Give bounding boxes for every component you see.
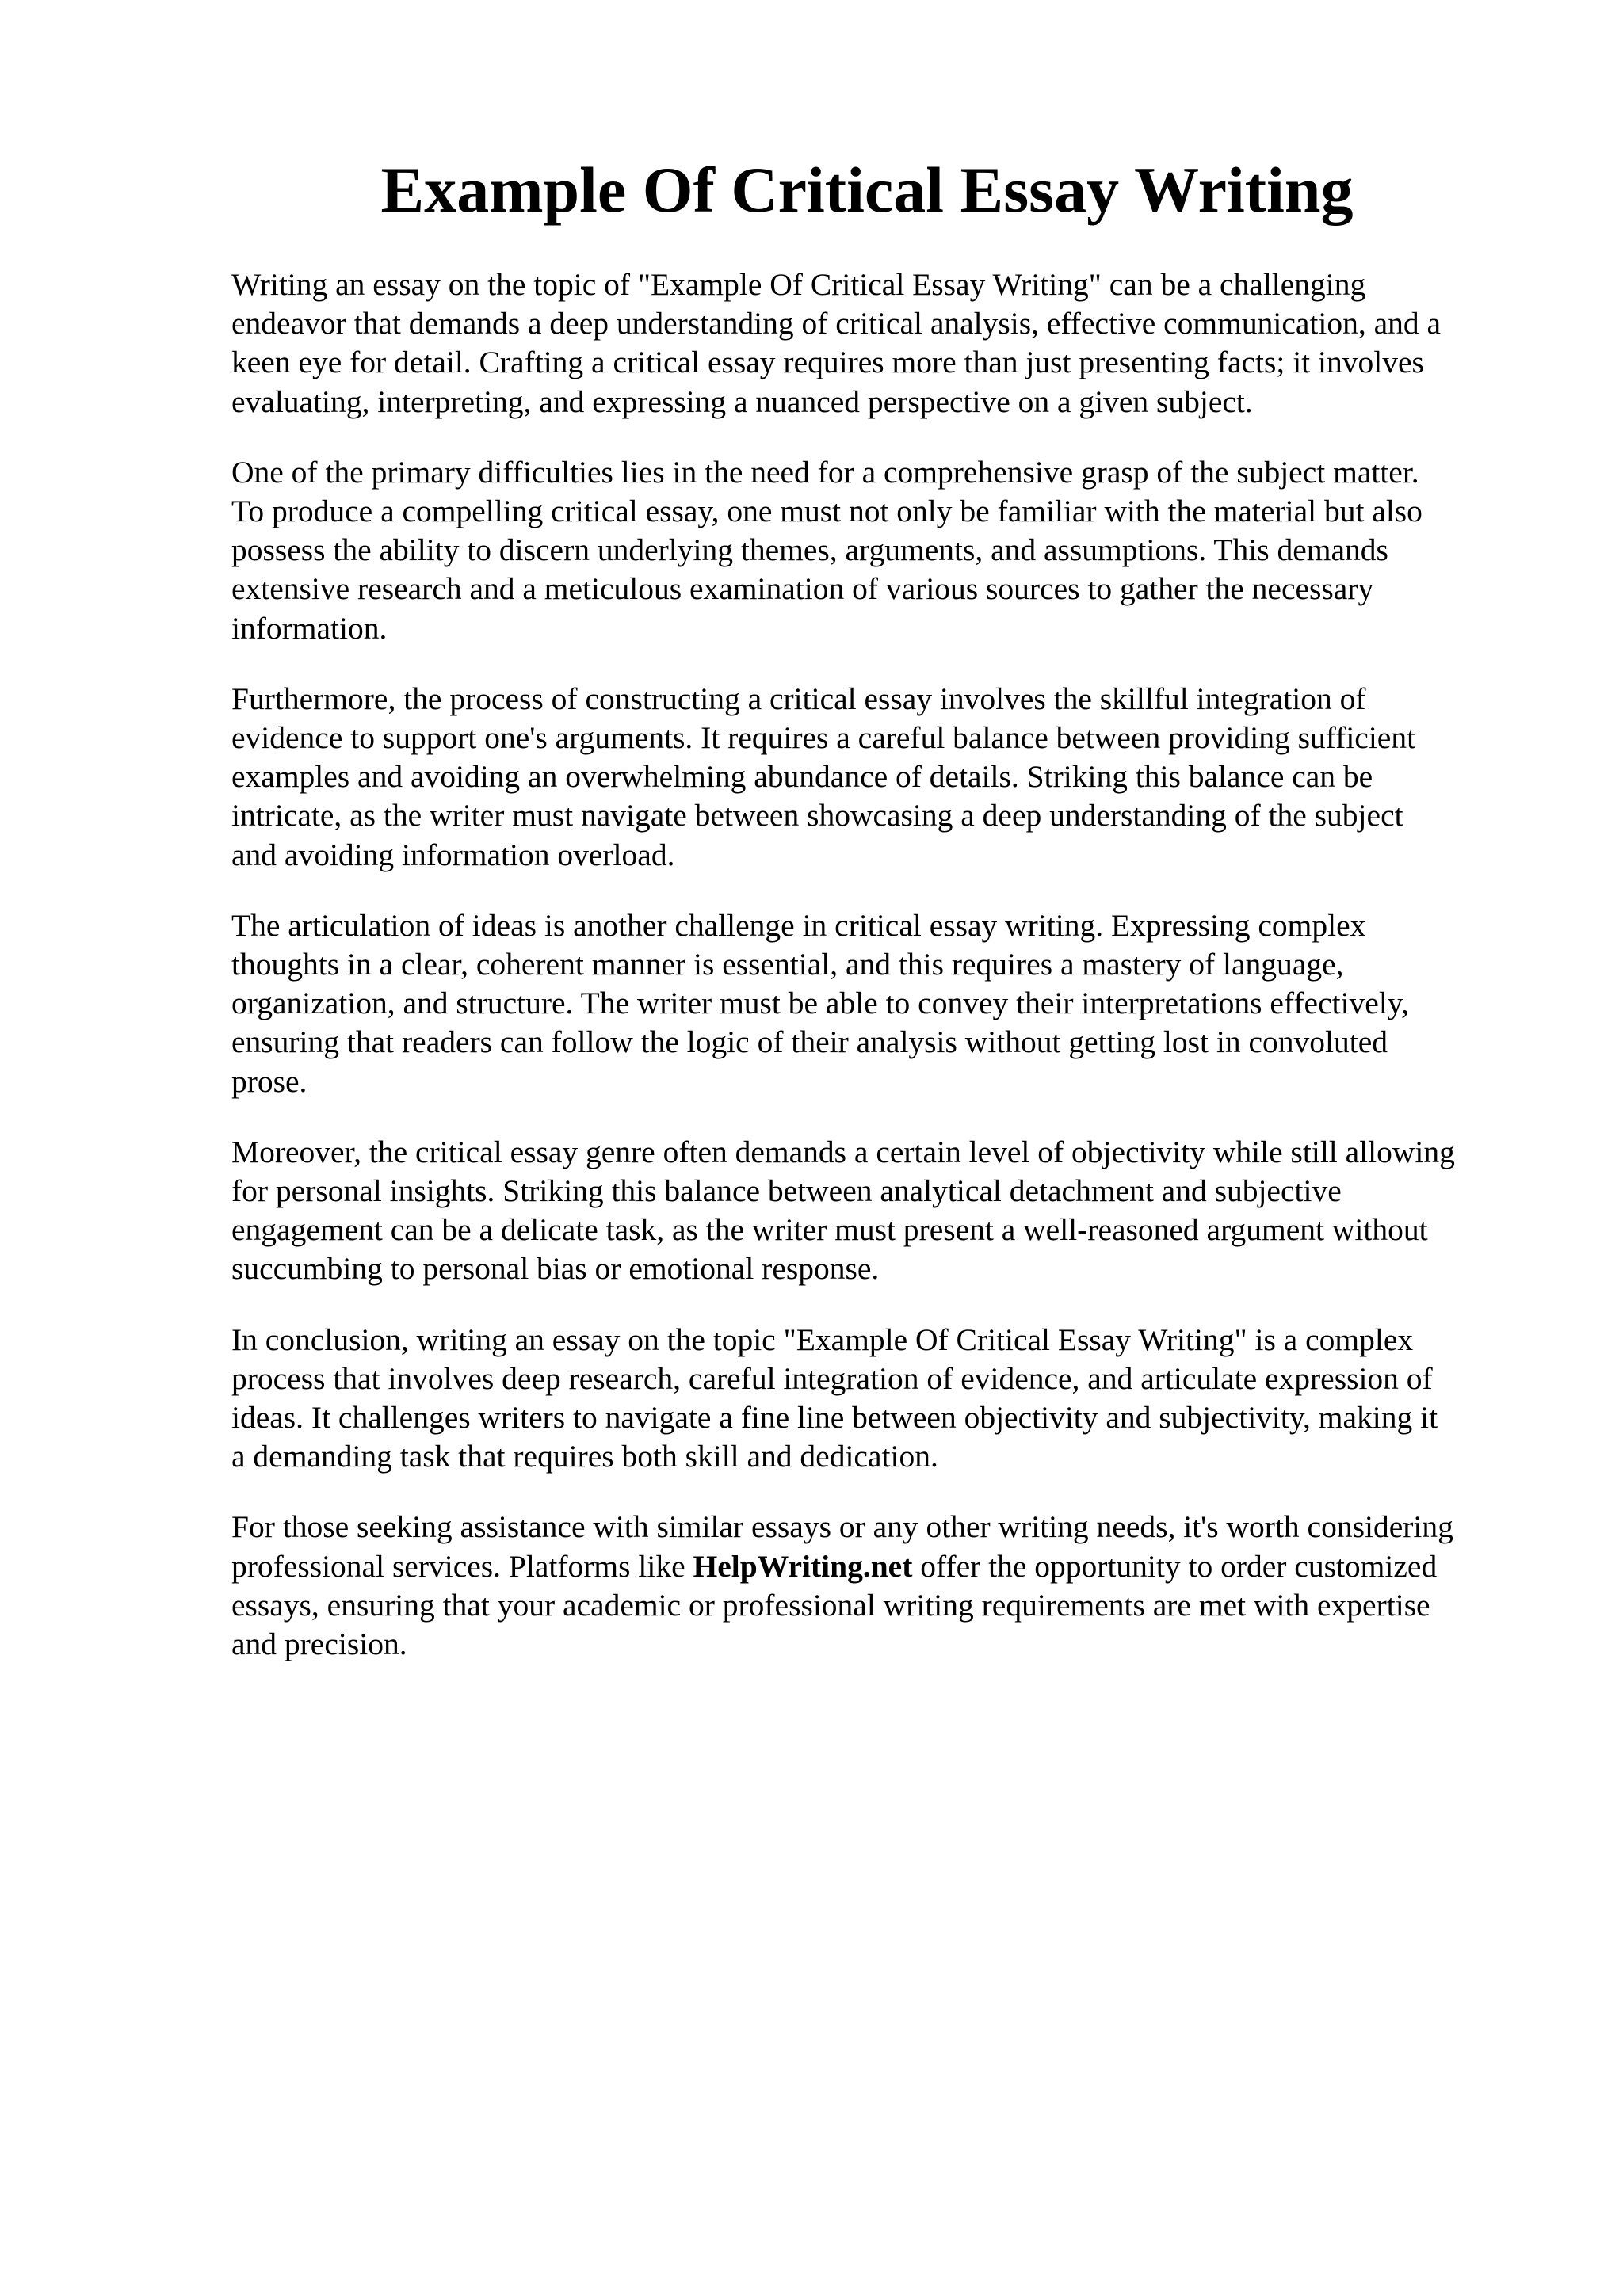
- paragraph-line: essays, ensuring that your academic or professional writing requirements are met with expertise: [231, 1587, 1430, 1623]
- closing-paragraph: [231, 1508, 1539, 1664]
- paragraph-line: succumbing to personal bias or emotional response.: [231, 1251, 880, 1287]
- paragraph-line: possess the ability to discern underlying themes, arguments, and assumptions. This demands: [231, 532, 1388, 568]
- paragraph-line: process that involves deep research, careful integration of evidence, and articulate expression of: [231, 1360, 1433, 1396]
- paragraph-line: keen eye for detail. Crafting a critical essay requires more than just presenting facts; it involves: [231, 345, 1424, 380]
- paragraph-line: organization, and structure. The writer must be able to convey their interpretations effectively,: [231, 986, 1409, 1021]
- paragraph-line: extensive research and a meticulous examination of various sources to gather the necessary: [231, 571, 1374, 607]
- paragraph-line: examples and avoiding an overwhelming abundance of details. Striking this balance can be: [231, 759, 1373, 795]
- paragraph-line: thoughts in a clear, coherent manner is essential, and this requires a mastery of language,: [231, 947, 1344, 982]
- document-title: Example Of Critical Essay Writing: [380, 154, 1354, 226]
- closing-text-before-brand: professional services. Platforms like: [231, 1548, 693, 1584]
- paragraph-line: information.: [231, 610, 388, 646]
- paragraph-line: endeavor that demands a deep understanding of critical analysis, effective communication, and a: [231, 306, 1442, 341]
- paragraph-line: prose.: [231, 1063, 307, 1099]
- paragraph-line: One of the primary difficulties lies in the need for a comprehensive grasp of the subject matter.: [231, 454, 1419, 490]
- paragraph-line: In conclusion, writing an essay on the topic "Example Of Critical Essay Writing" is a complex: [231, 1322, 1414, 1357]
- paragraph-line: Moreover, the critical essay genre often demands a certain level of objectivity while still allowing: [231, 1134, 1455, 1169]
- paragraph-line: [231, 1547, 1539, 1586]
- paragraph-line: Writing an essay on the topic of "Example Of Critical Essay Writing" can be a challenging: [231, 267, 1366, 302]
- paragraph-line: evidence to support one's arguments. It requires a careful balance between providing sufficient: [231, 720, 1416, 756]
- paragraph-line: engagement can be a delicate task, as the writer must present a well-reasoned argument without: [231, 1212, 1428, 1248]
- paragraph-4: [231, 906, 1539, 1101]
- paragraph-line: for personal insights. Striking this balance between analytical detachment and subjective: [231, 1173, 1342, 1209]
- document-body: [231, 265, 1539, 1695]
- paragraph-line: a demanding task that requires both skill and dedication.: [231, 1439, 938, 1474]
- paragraph-line: ideas. It challenges writers to navigate a fine line between objectivity and subjectivity, making it: [231, 1400, 1438, 1436]
- paragraph-line: and avoiding information overload.: [231, 837, 675, 872]
- paragraph-line: and precision.: [231, 1627, 407, 1662]
- paragraph-line: To produce a compelling critical essay, one must not only be familiar with the material but also: [231, 494, 1423, 529]
- paragraph-2: [231, 453, 1539, 648]
- paragraph-line: For those seeking assistance with similar essays or any other writing needs, it's worth considering: [231, 1509, 1453, 1545]
- paragraph-1: [231, 265, 1539, 421]
- paragraph-line: intricate, as the writer must navigate between showcasing a deep understanding of the subject: [231, 798, 1403, 833]
- paragraph-5: [231, 1133, 1539, 1289]
- closing-text-after-brand: offer the opportunity to order customized: [912, 1548, 1438, 1584]
- paragraph-6: [231, 1321, 1539, 1477]
- paragraph-line: The articulation of ideas is another challenge in critical essay writing. Expressing complex: [231, 907, 1366, 943]
- paragraph-line: Furthermore, the process of constructing a critical essay involves the skillful integration of: [231, 681, 1366, 716]
- paragraph-3: [231, 680, 1539, 875]
- paragraph-line: evaluating, interpreting, and expressing a nuanced perspective on a given subject.: [231, 383, 1253, 419]
- brand-name: HelpWriting.net: [693, 1548, 913, 1584]
- paragraph-line: ensuring that readers can follow the logic of their analysis without getting lost in convoluted: [231, 1024, 1388, 1060]
